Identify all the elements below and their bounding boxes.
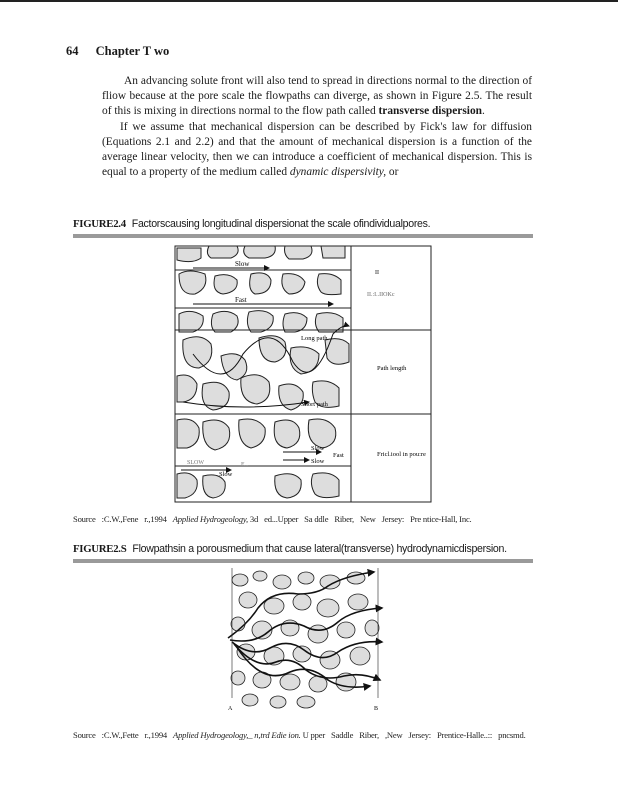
label-slow-b: Slow [311,458,325,465]
paragraph-2: If we assume that mechanical dispersion can be described by Fick's law for diffusion (Equations 2.1 and 2.2) and that the amount of mechanical dispersion is a function of the average linear velocity, then we can introduce a coefficient of mechanical dispersion. This is equal to a property of the medium called dynamic dispersivity, or [102,120,532,179]
side-label-path-length: Path length [377,365,407,372]
figure-2-4-source: Source :C.W.,Fene r.,1994 Applied Hydrogeology, 3d ed...Upper Sa ddle Riber, New Jersey: Pre ntice-Hall, Inc. [73,514,472,524]
figure-2-4-label: FIGURE2.4 [73,218,126,230]
body-text [102,74,532,180]
figure-2-5-source: Source :C.W.,Fette r.,1994 Applied Hydrogeology,_ n,trd Edie ion. U pper Saddle Riber, ,New Jersey: Prentice-Halle..:: pncsmd. [73,730,526,740]
term-dynamic-dispersivity: dynamic dispersivity, [289,166,387,179]
label-short-path: Short path [301,401,328,408]
paragraph-1: An advancing solute front will also tend to spread in directions normal to the direction of fliow because at the pore scale the flowpaths can diverge, as shown in Figure 2.5. The result of this is mixing in directions normal to the flow path called transverse dispersion. [102,75,532,118]
figure-2-5-rule [73,559,533,563]
side-label-1b: II.:I..IIOKc [367,292,395,298]
label-fast-top: Fast [235,296,247,304]
chapter-title: Chapter T wo [95,44,170,58]
side-label-1a: II [375,270,379,276]
label-long-path: Long path [301,335,328,342]
page-number: 64 [66,44,79,58]
label-slow-d: Slow [219,471,233,478]
figure-2-5-caption: FIGURE2.S Flowpathsin a porousmedium that cause lateral(transverse) hydrodynamicdispersion. [73,543,507,555]
label-slow-a: Slow [311,445,325,452]
label-fast-bottom: Fast [333,452,344,459]
figure-2-5-label: FIGURE2.S [73,543,127,555]
figure-2-4-illustration [173,244,433,504]
label-a: A [228,706,233,712]
top-rule [0,0,618,2]
side-label-friction: Fricl.iool in pou:re [377,451,426,458]
page-header [66,44,169,59]
label-f: F... [241,462,249,468]
figure-2-4-rule [73,234,533,238]
label-b: B [374,706,379,712]
label-slow-c: SLOW [187,460,204,466]
label-slow-top: Slow [235,260,250,268]
term-transverse-dispersion: transverse dispersion [378,105,482,118]
figure-2-5-illustration [226,568,386,716]
figure-2-4-caption: FIGURE2.4 Factorscausing longitudinal dispersionat the scale ofindividualpores. [73,218,431,230]
